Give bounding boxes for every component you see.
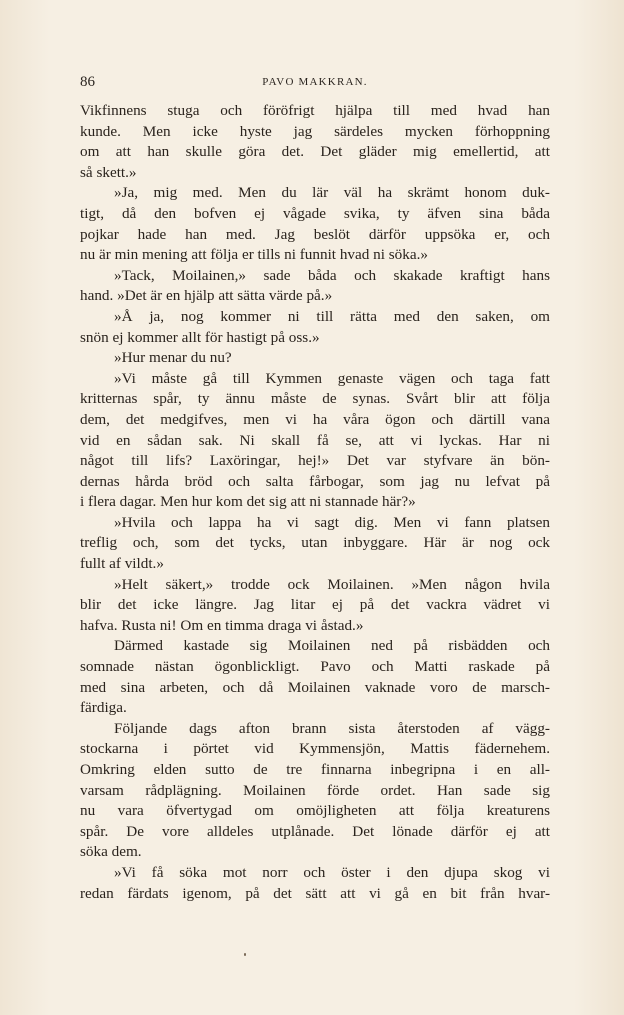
text-line: »Vi få söka mot norr och öster i den djupa skog vi: [114, 863, 550, 881]
text-line: hand. »Det är en hjälp att sätta värde på.»: [80, 287, 333, 305]
text-line: redan färdats igenom, på det sätt att vi gå en bit från hvar-: [80, 884, 550, 902]
text-line: fullt af vildt.»: [80, 555, 164, 573]
text-line: nu är min mening att följa er tills ni funnit hvad ni söka.»: [80, 246, 428, 264]
text-line: Därmed kastade sig Moilainen ned på risbädden och: [114, 637, 550, 655]
paragraph: [80, 101, 550, 183]
text-line: Omkring elden sutto de tre finnarna inbegripna i en all-: [80, 761, 550, 778]
page-header: [80, 74, 550, 94]
text-line: »Vi måste gå till Kymmen genaste vägen och taga fatt: [114, 369, 550, 387]
paper-speck: [244, 953, 246, 956]
text-line: dernas hårda bröd och salta fårbogar, som jag nu lefvat på: [80, 472, 550, 490]
text-line: spår. De vore alldeles utplånade. Det lönade därför ej att: [80, 822, 550, 840]
paragraph: [80, 307, 550, 348]
paragraph: [80, 863, 550, 904]
paragraph: [80, 575, 550, 637]
text-line: om att han skulle göra det. Det gläder mig emellertid, att: [80, 143, 550, 161]
paragraph: [80, 719, 550, 863]
text-line: kunde. Men icke hyste jag särdeles mycken förhoppning: [80, 122, 550, 140]
text-line: något till lifs? Laxöringar, hej!» Det var styfvare än bön-: [80, 452, 550, 470]
page-number: 86: [80, 74, 95, 90]
text-line: varsam rådplägning. Moilainen förde ordet. Han sade sig: [80, 781, 550, 799]
paragraph: [80, 369, 550, 513]
paragraph: [80, 636, 550, 718]
paragraph: [80, 183, 550, 265]
text-line: Vikfinnens stuga och föröfrigt hjälpa till med hvad han: [80, 102, 550, 119]
text-line: nu vara öfvertygad om omöjligheten att följa kreaturens: [80, 802, 550, 820]
text-line: »Hvila och lappa ha vi sagt dig. Men vi fann platsen: [114, 513, 550, 531]
body-text: [80, 101, 550, 904]
text-line: tigt, då den bofven ej vågade svika, ty äfven sina båda: [80, 204, 550, 222]
text-line: söka dem.: [80, 843, 142, 861]
text-line: treflig och, som det tycks, utan inbyggare. Här är nog ock: [80, 534, 550, 552]
running-head: PAVO MAKKRAN.: [262, 76, 368, 88]
text-line: snön ej kommer allt för hastigt på oss.»: [80, 328, 320, 346]
text-line: stockarna i pörtet vid Kymmensjön, Mattis fädernehem.: [80, 740, 550, 758]
text-line: i flera dagar. Men hur kom det sig att ni stannade här?»: [80, 493, 416, 511]
paragraph: [80, 348, 550, 369]
text-line: Följande dags afton brann sista återstoden af vägg-: [114, 719, 550, 737]
text-line: med sina arbeten, och då Moilainen vaknade voro de marsch-: [80, 678, 550, 696]
text-line: pojkar hade han med. Jag beslöt därför uppsöka er, och: [80, 225, 550, 243]
text-line: färdiga.: [80, 699, 127, 717]
text-line: vid en sådan sak. Ni skall få se, att vi lyckas. Har ni: [80, 431, 550, 449]
text-line: hafva. Rusta ni! Om en timma draga vi åstad.»: [80, 616, 364, 634]
text-line: kritternas spår, ty ännu måste de synas. Svårt blir att följa: [80, 390, 550, 408]
text-line: somnade nästan ögonblickligt. Pavo och Matti raskade på: [80, 658, 550, 676]
text-line: »Tack, Moilainen,» sade båda och skakade kraftigt hans: [114, 266, 550, 284]
text-line: så skett.»: [80, 163, 137, 181]
paragraph: [80, 513, 550, 575]
text-line: »Å ja, nog kommer ni till rätta med den saken, om: [114, 307, 550, 325]
text-line: »Helt säkert,» trodde ock Moilainen. »Men någon hvila: [114, 575, 550, 593]
text-line: »Hur menar du nu?: [114, 349, 232, 367]
text-line: blir det icke längre. Jag litar ej på det vackra vädret vi: [80, 596, 550, 614]
text-line: »Ja, mig med. Men du lär väl ha skrämt honom duk-: [114, 184, 550, 202]
paragraph: [80, 266, 550, 307]
text-line: dem, det medgifves, men vi ha våra ögon och därtill vana: [80, 410, 550, 428]
